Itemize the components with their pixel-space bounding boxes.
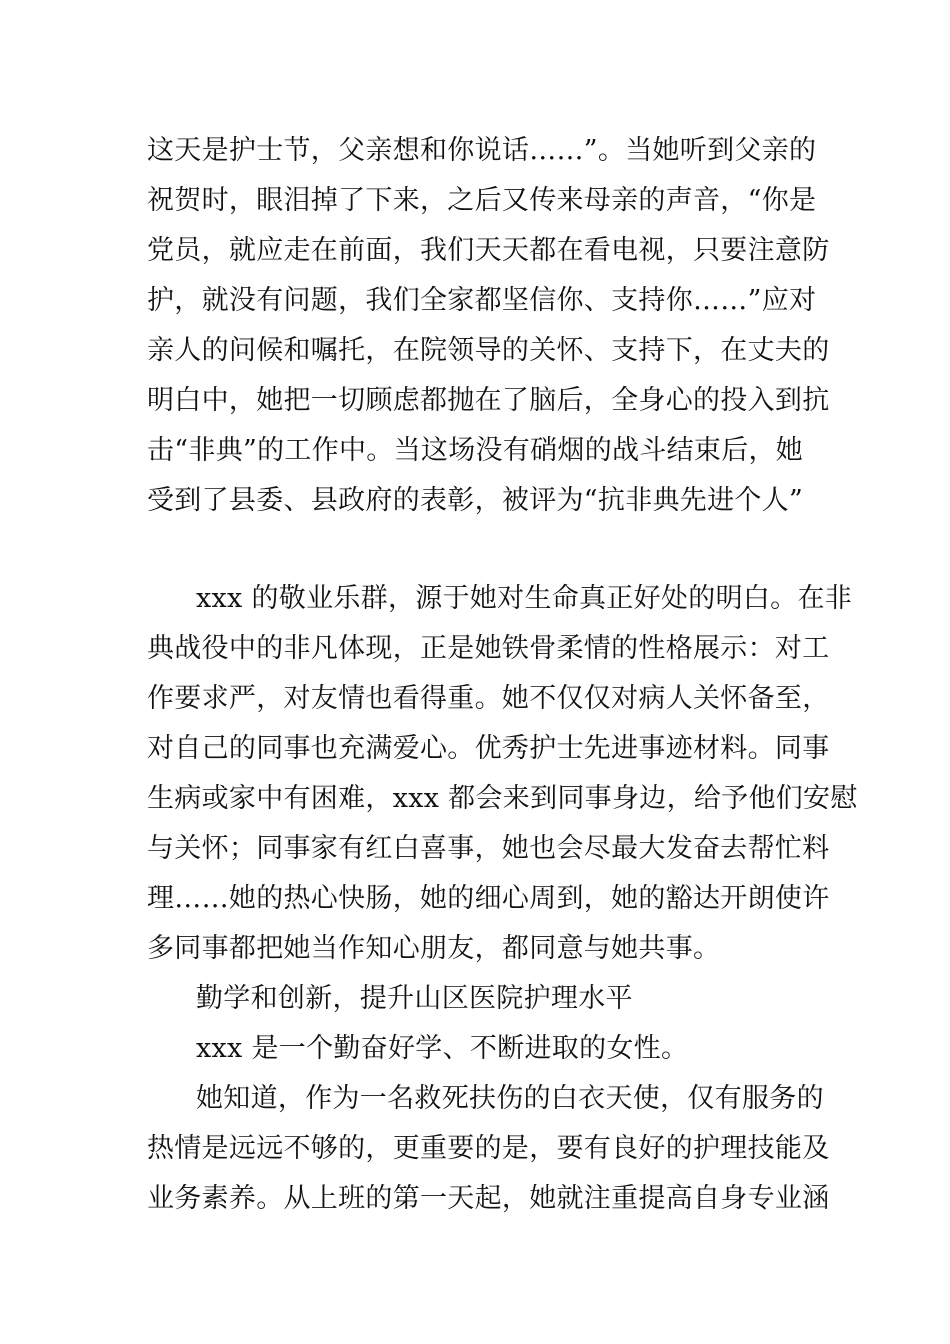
paragraph-line: 击“非典”的工作中。当这场没有硝烟的战斗结束后，她 [147,435,804,466]
paragraph-line: 亲人的问候和嘱托，在院领导的关怀、支持下，在丈夫的 [147,335,830,366]
paragraph-line: 与关怀；同事家有红白喜事，她也会尽最大发奋去帮忙料 [147,833,830,864]
paragraph-line: 多同事都把她当作知心朋友，都同意与她共事。 [147,933,721,964]
paragraph-line: 受到了县委、县政府的表彰，被评为“抗非典先进个人” [147,485,804,516]
paragraph-line: 作要求严，对友情也看得重。她不仅仅对病人关怀备至， [147,683,830,714]
paragraph-line: 对自己的同事也充满爱心。优秀护士先进事迹材料。同事 [147,733,830,764]
paragraph-line: 护，就没有问题，我们全家都坚信你、支持你……”应对 [147,285,817,316]
paragraph-line: 祝贺时，眼泪掉了下来，之后又传来母亲的声音，“你是 [147,185,817,216]
paragraph-line: 明白中，她把一切顾虑都抛在了脑后，全身心的投入到抗 [147,385,830,416]
paragraph-line: 典战役中的非凡体现，正是她铁骨柔情的性格展示：对工 [147,633,830,664]
paragraph-line: 热情是远远不够的，更重要的是，要有良好的护理技能及 [147,1133,830,1164]
paragraph-line: xxx 的敬业乐群，源于她对生命真正好处的明白。在非 [196,583,853,614]
paragraph-line: 业务素养。从上班的第一天起，她就注重提高自身专业涵 [147,1183,830,1214]
paragraph-line: 这天是护士节，父亲想和你说话……”。当她听到父亲的 [147,135,817,166]
paragraph-line: 她知道，作为一名救死扶伤的白衣天使，仅有服务的 [196,1083,824,1114]
paragraph-line: 理……她的热心快肠，她的细心周到，她的豁达开朗使许 [147,883,830,914]
paragraph-line: xxx 是一个勤奋好学、不断进取的女性。 [196,1033,689,1064]
section-heading: 勤学和创新，提升山区医院护理水平 [196,983,633,1014]
paragraph-line: 生病或家中有困难，xxx 都会来到同事身边，给予他们安慰 [147,783,858,814]
paragraph-line: 党员，就应走在前面，我们天天都在看电视，只要注意防 [147,235,830,266]
